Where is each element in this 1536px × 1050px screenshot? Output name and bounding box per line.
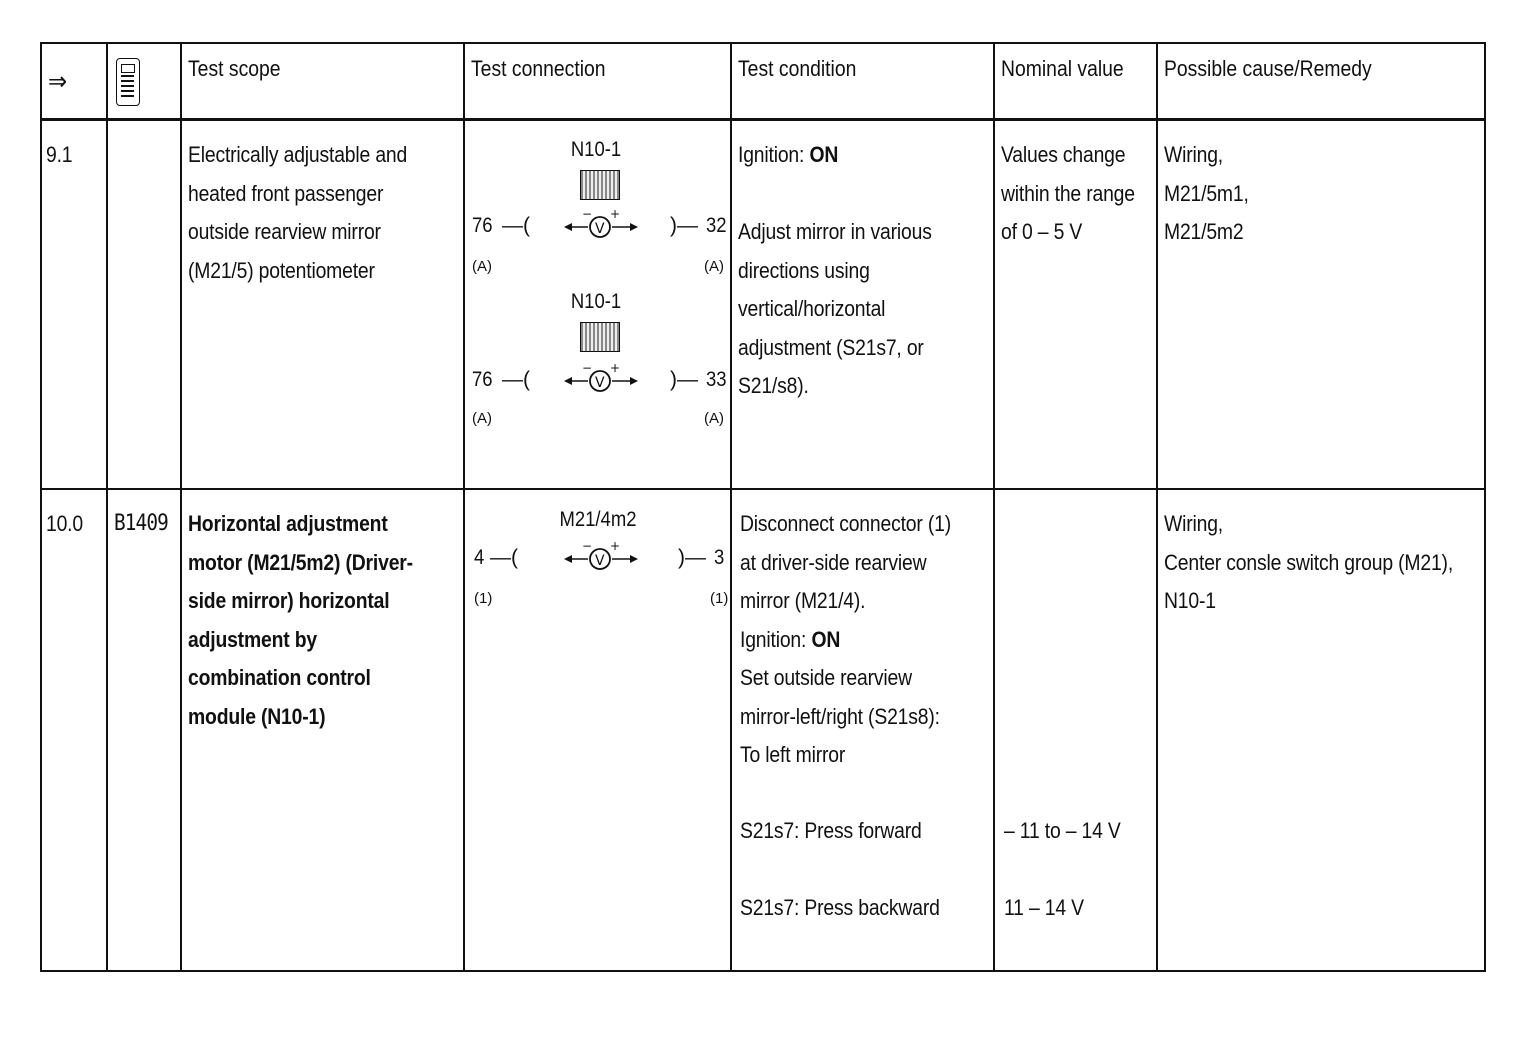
left-connector: (1) (474, 590, 493, 607)
svg-text:+: + (610, 364, 621, 375)
possible-cause-text: Wiring, M21/5m1, M21/5m2 (1164, 142, 1249, 244)
svg-text:−: − (582, 210, 593, 221)
nominal-backward: 11 – 14 V (1004, 895, 1084, 920)
nominal-forward: – 11 to – 14 V (1004, 818, 1121, 843)
col-divider (463, 44, 465, 970)
header-possible-cause: Possible cause/Remedy (1164, 56, 1372, 81)
left-pin: 4 (474, 546, 485, 569)
header-test-connection: Test connection (471, 56, 606, 81)
plug-right-icon: )— (670, 368, 698, 391)
test-scope-text: Horizontal adjustment motor (M21/5m2) (Driver- side mirror) horizontal adjustment by combination control module (N10-1) (188, 511, 413, 729)
voltmeter-icon (564, 364, 640, 398)
right-pin: 32 (706, 214, 727, 237)
nominal-value-text: Values change within the range of 0 – 5 V (1001, 142, 1135, 244)
left-pin: 76 (472, 214, 493, 237)
fault-code: B1409 (114, 511, 168, 536)
svg-text:+: + (610, 542, 621, 553)
col-divider (106, 44, 108, 970)
left-pin: 76 (472, 368, 493, 391)
row-divider (42, 488, 1484, 490)
svg-text:−: − (582, 542, 593, 553)
plug-right-icon: )— (670, 214, 698, 237)
voltmeter-icon (564, 542, 640, 576)
right-connector: (1) (710, 590, 729, 607)
test-table (40, 42, 1486, 972)
svg-text:+: + (610, 210, 621, 221)
plug-right-icon: )— (678, 546, 706, 569)
plug-left-icon: —( (502, 214, 530, 237)
step-number: 10.0 (46, 511, 83, 536)
table-grid (40, 42, 1486, 972)
svg-text:−: − (582, 364, 593, 375)
right-connector: (A) (704, 410, 724, 427)
header-divider (42, 118, 1484, 121)
col-divider (993, 44, 995, 970)
module-label: N10-1 (570, 290, 622, 313)
right-connector: (A) (704, 258, 724, 275)
condition-backward: S21s7: Press backward (740, 895, 940, 920)
right-pin: 3 (714, 546, 725, 569)
header-nominal-value: Nominal value (1001, 56, 1124, 81)
possible-cause-text: Wiring, Center consle switch group (M21), N10-1 (1164, 511, 1454, 613)
plug-left-icon: —( (502, 368, 530, 391)
left-connector: (A) (472, 258, 492, 275)
col-divider (1156, 44, 1158, 970)
module-icon (580, 170, 620, 200)
col-divider (180, 44, 182, 970)
condition-forward: S21s7: Press forward (740, 818, 922, 843)
connection-diagram (472, 290, 728, 440)
svg-text:V: V (595, 553, 605, 569)
voltmeter-icon (564, 210, 640, 244)
arrow-header: ⇒ (48, 66, 68, 96)
module-label: N10-1 (570, 138, 622, 161)
connection-diagram (474, 508, 728, 618)
test-scope-text: Electrically adjustable and heated front passenger outside rearview mirror (M21/5) potentiometer (188, 142, 408, 283)
test-condition-text: Ignition: ON Adjust mirror in various directions using vertical/horizontal adjustment (S21s7, or S21/s8). (738, 142, 932, 398)
tester-icon (116, 58, 140, 106)
right-pin: 33 (706, 368, 727, 391)
connection-diagram (472, 138, 728, 288)
header-test-condition: Test condition (738, 56, 857, 81)
header-test-scope: Test scope (188, 56, 281, 81)
module-label: M21/4m2 (559, 508, 637, 531)
step-number: 9.1 (46, 142, 73, 167)
test-condition-text: Disconnect connector (1) at driver-side rearview mirror (M21/4). Ignition: ON Set outside rearview mirror-left/right (S21s8): To left mirror (740, 511, 951, 767)
svg-text:V: V (595, 221, 605, 237)
module-icon (580, 322, 620, 352)
plug-left-icon: —( (490, 546, 518, 569)
col-divider (730, 44, 732, 970)
svg-text:V: V (595, 375, 605, 391)
left-connector: (A) (472, 410, 492, 427)
